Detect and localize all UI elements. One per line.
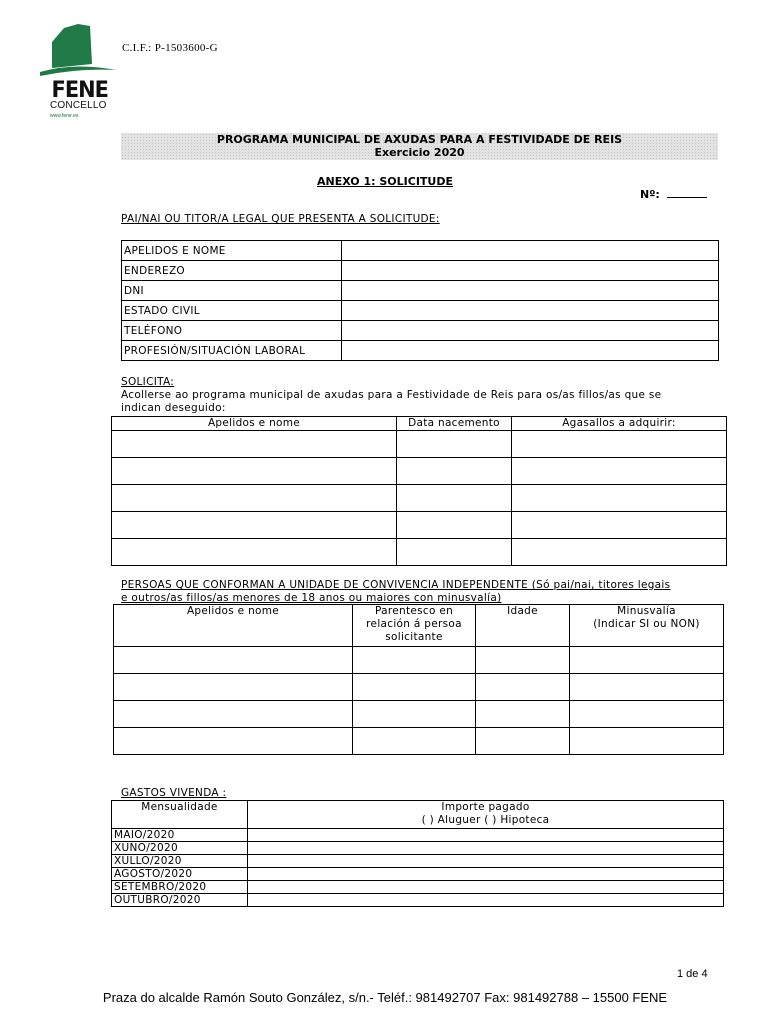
title-line-1: PROGRAMA MUNICIPAL DE AXUDAS PARA A FESTIVIDADE DE REIS (216, 133, 623, 146)
table-header-row (112, 417, 727, 431)
request-number: Nº: (640, 188, 707, 201)
housing-heading: GASTOS VIVENDA : (121, 787, 227, 799)
cell-name[interactable] (114, 728, 353, 755)
cell-birthdate[interactable] (397, 458, 512, 485)
logo-subname: CONCELLO (50, 100, 107, 111)
table-row (122, 341, 719, 361)
cell-age[interactable] (476, 647, 570, 674)
cell-name[interactable] (112, 512, 397, 539)
logo-url: www.fene.es (50, 113, 79, 119)
col-header-amount: Importe pagado ( ) Aluguer ( ) Hipoteca (248, 801, 724, 829)
sail-shape (52, 24, 92, 68)
cell-name[interactable] (114, 647, 353, 674)
household-table (113, 604, 724, 755)
cell-name[interactable] (112, 485, 397, 512)
field-label: DNI (122, 281, 342, 301)
housing-table (111, 800, 724, 907)
cell-amount[interactable] (248, 894, 724, 907)
table-row (112, 868, 724, 881)
col-header-age: Idade (476, 605, 570, 647)
col-header-name: Apelidos e nome (112, 417, 397, 431)
field-value[interactable] (342, 301, 719, 321)
cell-month: SETEMBRO/2020 (112, 881, 248, 894)
request-text-2: indican deseguido: (121, 402, 226, 414)
table-row (122, 241, 719, 261)
table-row (114, 728, 724, 755)
field-label: ENDEREZO (122, 261, 342, 281)
table-row (114, 674, 724, 701)
cell-gifts[interactable] (512, 539, 727, 566)
housing-type-options[interactable]: ( ) Aluguer ( ) Hipoteca (421, 814, 550, 826)
request-number-field[interactable] (667, 188, 707, 198)
cell-amount[interactable] (248, 842, 724, 855)
cell-relation[interactable] (353, 674, 476, 701)
col-header-name: Apelidos e nome (114, 605, 353, 647)
table-row (112, 458, 727, 485)
cell-age[interactable] (476, 728, 570, 755)
title-line-2: Exercicio 2020 (374, 146, 465, 159)
household-heading-1: PERSOAS QUE CONFORMAN A UNIDADE DE CONVIVENCIA INDEPENDENTE (Só pai/nai, titores legais (121, 579, 671, 591)
cell-month: AGOSTO/2020 (112, 868, 248, 881)
table-row (112, 512, 727, 539)
table-header-row (112, 801, 724, 829)
cell-amount[interactable] (248, 829, 724, 842)
col-header-gifts: Agasallos a adquirir: (512, 417, 727, 431)
cell-disability[interactable] (570, 701, 724, 728)
cell-name[interactable] (112, 539, 397, 566)
field-label: PROFESIÓN/SITUACIÓN LABORAL (122, 341, 342, 361)
cell-month: XULLO/2020 (112, 855, 248, 868)
cell-gifts[interactable] (512, 512, 727, 539)
table-row (112, 539, 727, 566)
logo-name: FENE (51, 78, 109, 103)
table-row (112, 829, 724, 842)
col-header-disability: Minusvalía (Indicar SI ou NON) (570, 605, 724, 647)
cell-month: OUTUBRO/2020 (112, 894, 248, 907)
cell-birthdate[interactable] (397, 485, 512, 512)
cell-age[interactable] (476, 674, 570, 701)
field-value[interactable] (342, 241, 719, 261)
cell-disability[interactable] (570, 674, 724, 701)
table-row (122, 281, 719, 301)
field-label: APELIDOS E NOME (122, 241, 342, 261)
applicant-heading: PAI/NAI OU TITOR/A LEGAL QUE PRESENTA A SOLICITUDE: (121, 213, 440, 225)
cell-name[interactable] (112, 458, 397, 485)
field-value[interactable] (342, 341, 719, 361)
col-header-relation: Parentesco en relación á persoa solicitante (353, 605, 476, 647)
table-row (112, 842, 724, 855)
col-header-birthdate: Data nacemento (397, 417, 512, 431)
table-header-row (114, 605, 724, 647)
field-label: ESTADO CIVIL (122, 301, 342, 321)
cif-number: C.I.F.: P-1503600-G (122, 42, 218, 54)
cell-age[interactable] (476, 701, 570, 728)
cell-relation[interactable] (353, 728, 476, 755)
title-banner (121, 133, 718, 160)
table-row (122, 261, 719, 281)
cell-birthdate[interactable] (397, 431, 512, 458)
cell-name[interactable] (112, 431, 397, 458)
cell-birthdate[interactable] (397, 512, 512, 539)
request-text-1: Acollerse ao programa municipal de axudas para a Festividade de Reis para os/as fillos/as que se (121, 389, 662, 401)
cell-month: MAIO/2020 (112, 829, 248, 842)
cell-amount[interactable] (248, 855, 724, 868)
cell-amount[interactable] (248, 868, 724, 881)
hull-shape (40, 66, 116, 76)
field-value[interactable] (342, 281, 719, 301)
household-heading-2: e outros/as fillos/as menores de 18 anos ou maiores con minusvalía) (121, 592, 502, 604)
cell-gifts[interactable] (512, 431, 727, 458)
request-heading: SOLICITA: (121, 376, 175, 388)
table-row (112, 855, 724, 868)
field-label: TELÉFONO (122, 321, 342, 341)
cell-gifts[interactable] (512, 458, 727, 485)
table-row (112, 894, 724, 907)
children-table (111, 416, 727, 566)
annex-title: ANEXO 1: SOLICITUDE (316, 175, 453, 188)
table-row (122, 301, 719, 321)
cell-relation[interactable] (353, 701, 476, 728)
cell-name[interactable] (114, 674, 353, 701)
field-value[interactable] (342, 321, 719, 341)
table-row (112, 431, 727, 458)
cell-month: XUÑO/2020 (112, 842, 248, 855)
table-row (114, 701, 724, 728)
cell-name[interactable] (114, 701, 353, 728)
footer-address: Praza do alcalde Ramón Souto González, s/n.- Teléf.: 981492707 Fax: 981492788 – 15500 FENE (102, 990, 668, 1005)
table-row (112, 485, 727, 512)
cell-disability[interactable] (570, 728, 724, 755)
table-row (122, 321, 719, 341)
applicant-table (121, 240, 719, 361)
cell-birthdate[interactable] (397, 539, 512, 566)
cell-gifts[interactable] (512, 485, 727, 512)
page-number: 1 de 4 (677, 968, 708, 980)
table-row (112, 881, 724, 894)
cell-relation[interactable] (353, 647, 476, 674)
field-value[interactable] (342, 261, 719, 281)
table-row (114, 647, 724, 674)
cell-disability[interactable] (570, 647, 724, 674)
cell-amount[interactable] (248, 881, 724, 894)
col-header-month: Mensualidade (112, 801, 248, 829)
